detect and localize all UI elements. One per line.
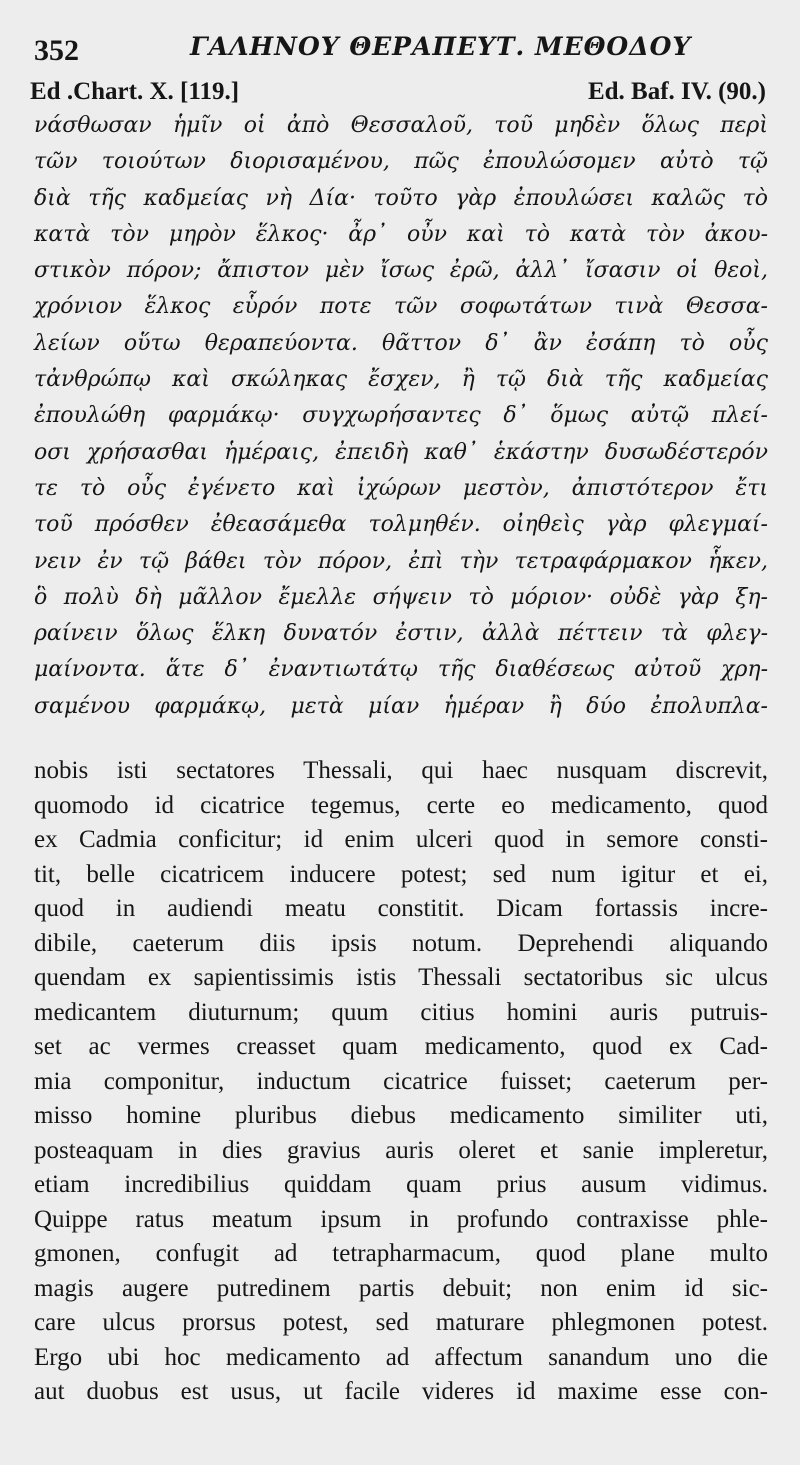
- latin-text-line: misso homine pluribus diebus medicamento similiter uti,: [34, 1102, 768, 1129]
- greek-text-line: ραίνειν ὅλως ἕλκη δυνατόν ἐστιν, ἀλλὰ πέττειν τὰ φλεγ-: [34, 621, 768, 647]
- latin-text-line: dibile, caeterum diis ipsis notum. Deprehendi aliquando: [34, 929, 768, 957]
- latin-text-line: tit, belle cicatricem inducere potest; sed num igitur et ei,: [34, 860, 768, 888]
- edition-basel-ref: Ed. Baf. IV. (90.): [587, 78, 766, 105]
- latin-text-line: posteaquam in dies gravius auris oleret et sanie impleretur,: [34, 1136, 768, 1164]
- greek-text-line: κατὰ τὸν μηρὸν ἕλκος· ἆρ᾽ οὖν καὶ τὸ κατὰ τὸν ἀκου-: [34, 221, 768, 247]
- greek-text-line: νειν ἐν τῷ βάθει τὸν πόρον, ἐπὶ τὴν τετραφάρμακον ἧκεν,: [34, 548, 768, 574]
- greek-text-line: τε τὸ οὖς ἐγένετο καὶ ἰχώρων μεστὸν, ἀπιστότερον ἔτι: [34, 475, 768, 501]
- greek-text-line: χρόνιον ἕλκος εὗρόν ποτε τῶν σοφωτάτων τινὰ Θεσσα-: [34, 294, 768, 320]
- latin-text-line: aut duobus est usus, ut facile videres id maxime esse con-: [34, 1378, 768, 1405]
- latin-text-line: magis augere putredinem partis debuit; non enim id sic-: [34, 1274, 768, 1302]
- greek-text-line: ἐπουλώθη φαρμάκῳ· συγχωρήσαντες δ᾽ ὅμως αὐτῷ πλεί-: [34, 403, 768, 429]
- latin-text-line: medicantem diuturnum; quum citius homini auris putruis-: [34, 998, 768, 1026]
- latin-text-line: quomodo id cicatrice tegemus, certe eo medicamento, quod: [34, 791, 768, 819]
- greek-text-line: οσι χρήσασθαι ἡμέραις, ἐπειδὴ καθ᾽ ἑκάστην δυσωδέστερόν: [34, 439, 768, 465]
- edition-chartier-ref: Ed .Chart. X. [119.]: [30, 78, 240, 105]
- running-title: ΓΑΛΗΝΟΥ ΘΕΡΑΠΕΥΤ. ΜΕΘΟΔΟΥ: [190, 32, 692, 61]
- latin-text-block: [34, 754, 768, 1410]
- latin-text-line: Quippe ratus meatum ipsum in profundo contraxisse phle-: [34, 1205, 768, 1233]
- greek-text-line: μαίνοντα. ἅτε δ᾽ ἐναντιωτάτῳ τῆς διαθέσεως αὐτοῦ χρη-: [34, 657, 768, 683]
- greek-text-line: νάσθωσαν ἡμῖν οἱ ἀπὸ Θεσσαλοῦ, τοῦ μηδὲν ὅλως περὶ: [34, 113, 768, 138]
- latin-text-line: nobis isti sectatores Thessali, qui haec nusquam discrevit,: [34, 757, 768, 784]
- greek-text-line: διὰ τῆς καδμείας νὴ Δία· τοῦτο γὰρ ἐπουλώσει καλῶς τὸ: [34, 185, 768, 211]
- greek-text-line: ὃ πολὺ δὴ μᾶλλον ἔμελλε σήψειν τὸ μόριον· οὐδὲ γὰρ ξη-: [34, 584, 768, 610]
- greek-text-line: τοῦ πρόσθεν ἐθεασάμεθα τολμηθέν. οἰηθεὶς γὰρ φλεγμαί-: [34, 512, 768, 538]
- latin-text-line: Ergo ubi hoc medicamento ad affectum sanandum uno die: [34, 1343, 768, 1371]
- edition-reference-line: [30, 78, 766, 108]
- greek-text-line: τἀνθρώπῳ καὶ σκώληκας ἔσχεν, ἢ τῷ διὰ τῆς καδμείας: [34, 367, 768, 393]
- page-header: [30, 28, 766, 68]
- greek-text-line: σαμένου φαρμάκῳ, μετὰ μίαν ἡμέραν ἢ δύο ἐπολυπλα-: [34, 693, 768, 719]
- latin-text-line: care ulcus prorsus potest, sed maturare phlegmonen potest.: [34, 1309, 768, 1336]
- latin-text-line: ex Cadmia conficitur; id enim ulceri quod in semore consti-: [34, 826, 768, 853]
- latin-text-line: mia componitur, inductum cicatrice fuisset; caeterum per-: [34, 1067, 768, 1095]
- latin-text-line: etiam incredibilius quiddam quam prius ausum vidimus.: [34, 1171, 768, 1198]
- greek-text-line: στικὸν πόρον; ἄπιστον μὲν ἴσως ἐρῶ, ἀλλ᾽ ἴσασιν οἱ θεοὶ,: [34, 258, 768, 284]
- latin-text-line: gmonen, confugit ad tetrapharmacum, quod plane multo: [34, 1240, 768, 1267]
- page-number: 352: [34, 34, 79, 67]
- greek-text-block: [34, 108, 768, 725]
- greek-text-line: λείων οὕτω θεραπεύοντα. θᾶττον δ᾽ ἂν ἐσάπη τὸ οὖς: [34, 330, 768, 356]
- latin-text-line: quod in audiendi meatu constitit. Dicam fortassis incre-: [34, 895, 768, 922]
- latin-text-line: set ac vermes creasset quam medicamento, quod ex Cad-: [34, 1033, 768, 1060]
- latin-text-line: quendam ex sapientissimis istis Thessali sectatoribus sic ulcus: [34, 964, 768, 991]
- greek-text-line: τῶν τοιούτων διορισαμένου, πῶς ἐπουλώσομεν αὐτὸ τῷ: [34, 149, 768, 175]
